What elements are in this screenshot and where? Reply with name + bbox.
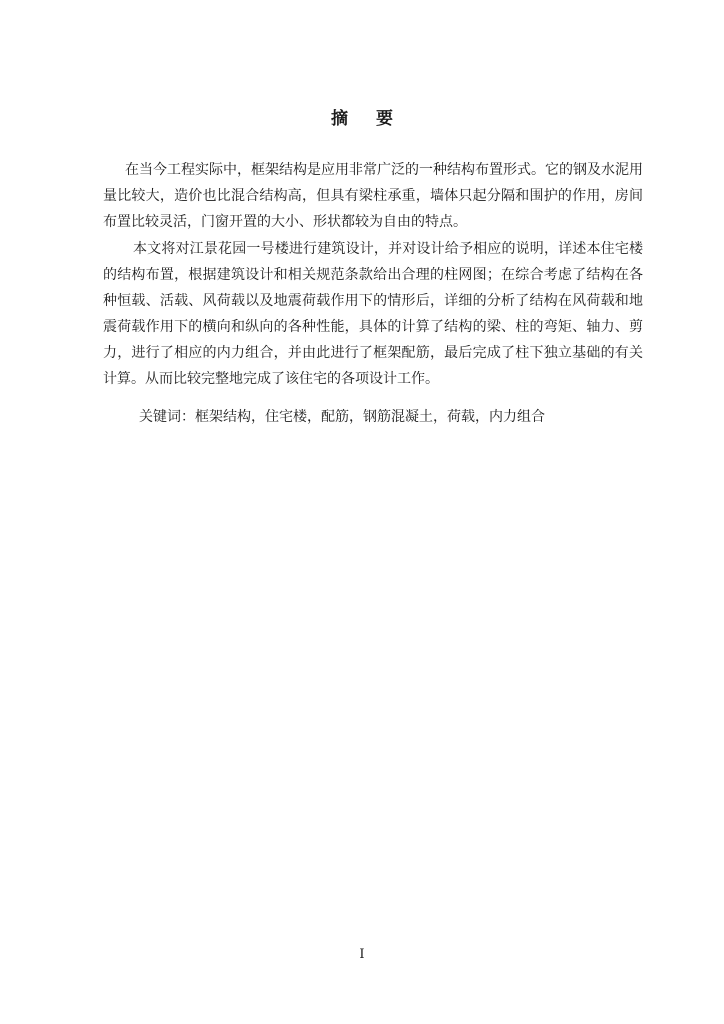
- abstract-paragraph-1: 在当今工程实际中，框架结构是应用非常广泛的一种结构布置形式。它的钢及水泥用量比较大，造价也比混合结构高，但具有梁柱承重，墙体只起分隔和围护的作用，房间布置比较灵活，门窗开置的大小、形状都较为自由的特点。: [103, 162, 643, 230]
- abstract-title: 摘要: [331, 109, 421, 129]
- keywords-line: 关键词：框架结构，住宅楼，配筋，钢筋混凝土，荷载，内力组合: [139, 409, 545, 425]
- abstract-paragraph-2: 本文将对江景花园一号楼进行建筑设计，并对设计给予相应的说明，详述本住宅楼的结构布置，根据建筑设计和相关规范条款给出合理的柱网图；在综合考虑了结构在各种恒载、活载、风荷载以及地震荷载作用下的情形后，详细的分析了结构在风荷载和地震荷载作用下的横向和纵向的各种性能，具体的计算了结构的梁、柱的弯矩、轴力、剪力，进行了相应的内力组合，并由此进行了框架配筋，最后完成了柱下独立基础的有关计算。从而比较完整地完成了该住宅的各项设计工作。: [103, 241, 643, 387]
- page-number: I: [359, 947, 365, 962]
